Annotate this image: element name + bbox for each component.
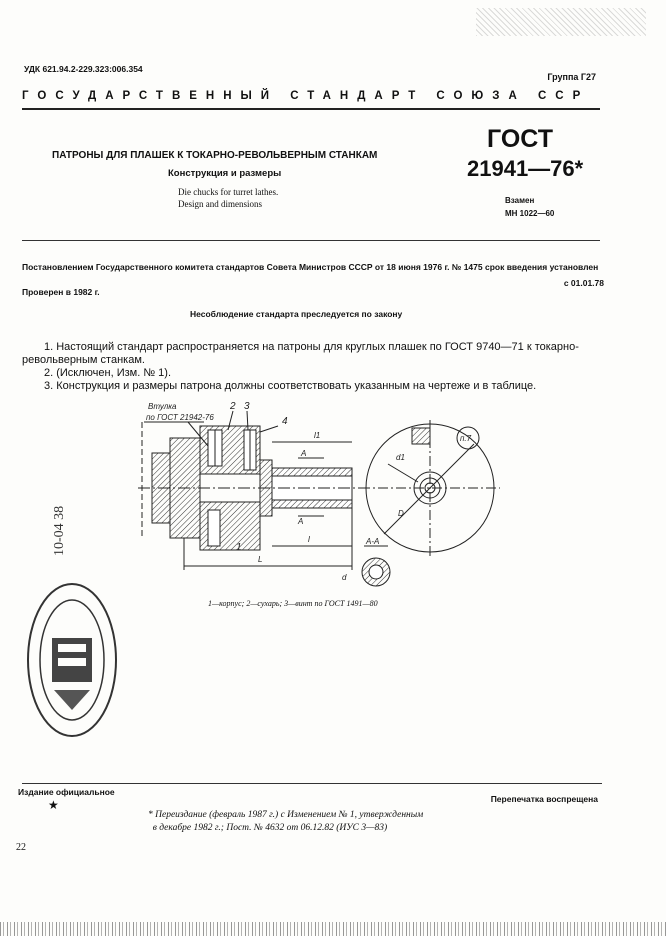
- side-view: [138, 422, 360, 550]
- dimension-d: d: [342, 573, 347, 582]
- divider-middle: [22, 240, 600, 241]
- page-number: 22: [16, 842, 26, 853]
- document-title: ПАТРОНЫ ДЛЯ ПЛАШЕК К ТОКАРНО-РЕВОЛЬВЕРНЫМ СТАНКАМ: [52, 150, 378, 161]
- dimension-d1: d1: [396, 453, 405, 462]
- reissue-note: * Переиздание (февраль 1987 г.) с Изменением № 1, утвержденным в декабре 1982 г.; Пост. № 4632 от 06.12.82 (ИУС 3—83): [148, 810, 424, 833]
- section-mark-top: А: [301, 449, 307, 458]
- official-edition: Издание официальное: [18, 787, 115, 797]
- callout-3: 3: [244, 401, 250, 412]
- roughness-note: п.7: [460, 434, 472, 443]
- divider-top: [22, 108, 600, 110]
- udk-code: УДК 621.94.2-229.323:006.354: [24, 64, 143, 74]
- group-code: Группа Г27: [547, 72, 596, 82]
- handwritten-note: 10-04 38: [52, 505, 67, 556]
- dimension-D: D: [398, 509, 404, 518]
- drawing-caption: 1—корпус; 2—сухарь; 3—винт по ГОСТ 1491—80: [208, 599, 378, 608]
- document-subtitle: Конструкция и размеры: [168, 168, 282, 179]
- scan-noise-top: [476, 8, 646, 36]
- standard-banner: ГОСУДАРСТВЕННЫЙ СТАНДАРТ СОЮЗА ССР: [22, 90, 590, 102]
- callout-2: 2: [230, 401, 236, 412]
- callout-4: 4: [282, 416, 288, 427]
- legal-warning: Несоблюдение стандарта преследуется по закону: [190, 309, 403, 319]
- scan-noise-bottom: [0, 922, 666, 936]
- reprint-notice: Перепечатка воспрещена: [490, 794, 598, 804]
- decree-text: Постановлением Государственного комитета стандартов Совета Министров СССР от 18 июня 1976 г. № 1475 срок введения установлен: [22, 262, 599, 272]
- dimension-L: L: [258, 555, 263, 564]
- bushing-reference: по ГОСТ 21942-76: [146, 413, 214, 422]
- dimension-l: l: [308, 535, 310, 544]
- checked-note: Проверен в 1982 г.: [22, 287, 100, 297]
- bushing-label: Втулка: [148, 402, 177, 411]
- callout-1: 1: [236, 542, 242, 553]
- effective-date: с 01.01.78: [563, 278, 604, 288]
- gost-label: ГОСТ: [487, 125, 553, 153]
- divider-bottom: [22, 783, 602, 784]
- paragraph-1: 1. Настоящий стандарт распространяется на патроны для круглых плашек по ГОСТ 9740—71 к токарно-револьверным станкам.: [22, 341, 579, 366]
- paragraph-3: 3. Конструкция и размеры патрона должны соответствовать указанным на чертеже и в таблице.: [44, 380, 537, 392]
- section-aa-title: А-А: [366, 537, 380, 546]
- gost-number: 21941—76*: [467, 156, 584, 181]
- dimension-l1: l1: [314, 431, 321, 440]
- technical-drawing: [128, 398, 598, 598]
- star-icon: ★: [48, 798, 59, 812]
- paragraph-2: 2. (Исключен, Изм. № 1).: [44, 367, 172, 379]
- replaces-note: Взамен МН 1022—60: [505, 196, 555, 218]
- federal-fund-stamp: [24, 580, 120, 740]
- document-title-english: Die chucks for turret lathes. Design and dimensions: [178, 187, 279, 209]
- section-mark-bottom: А: [298, 517, 304, 526]
